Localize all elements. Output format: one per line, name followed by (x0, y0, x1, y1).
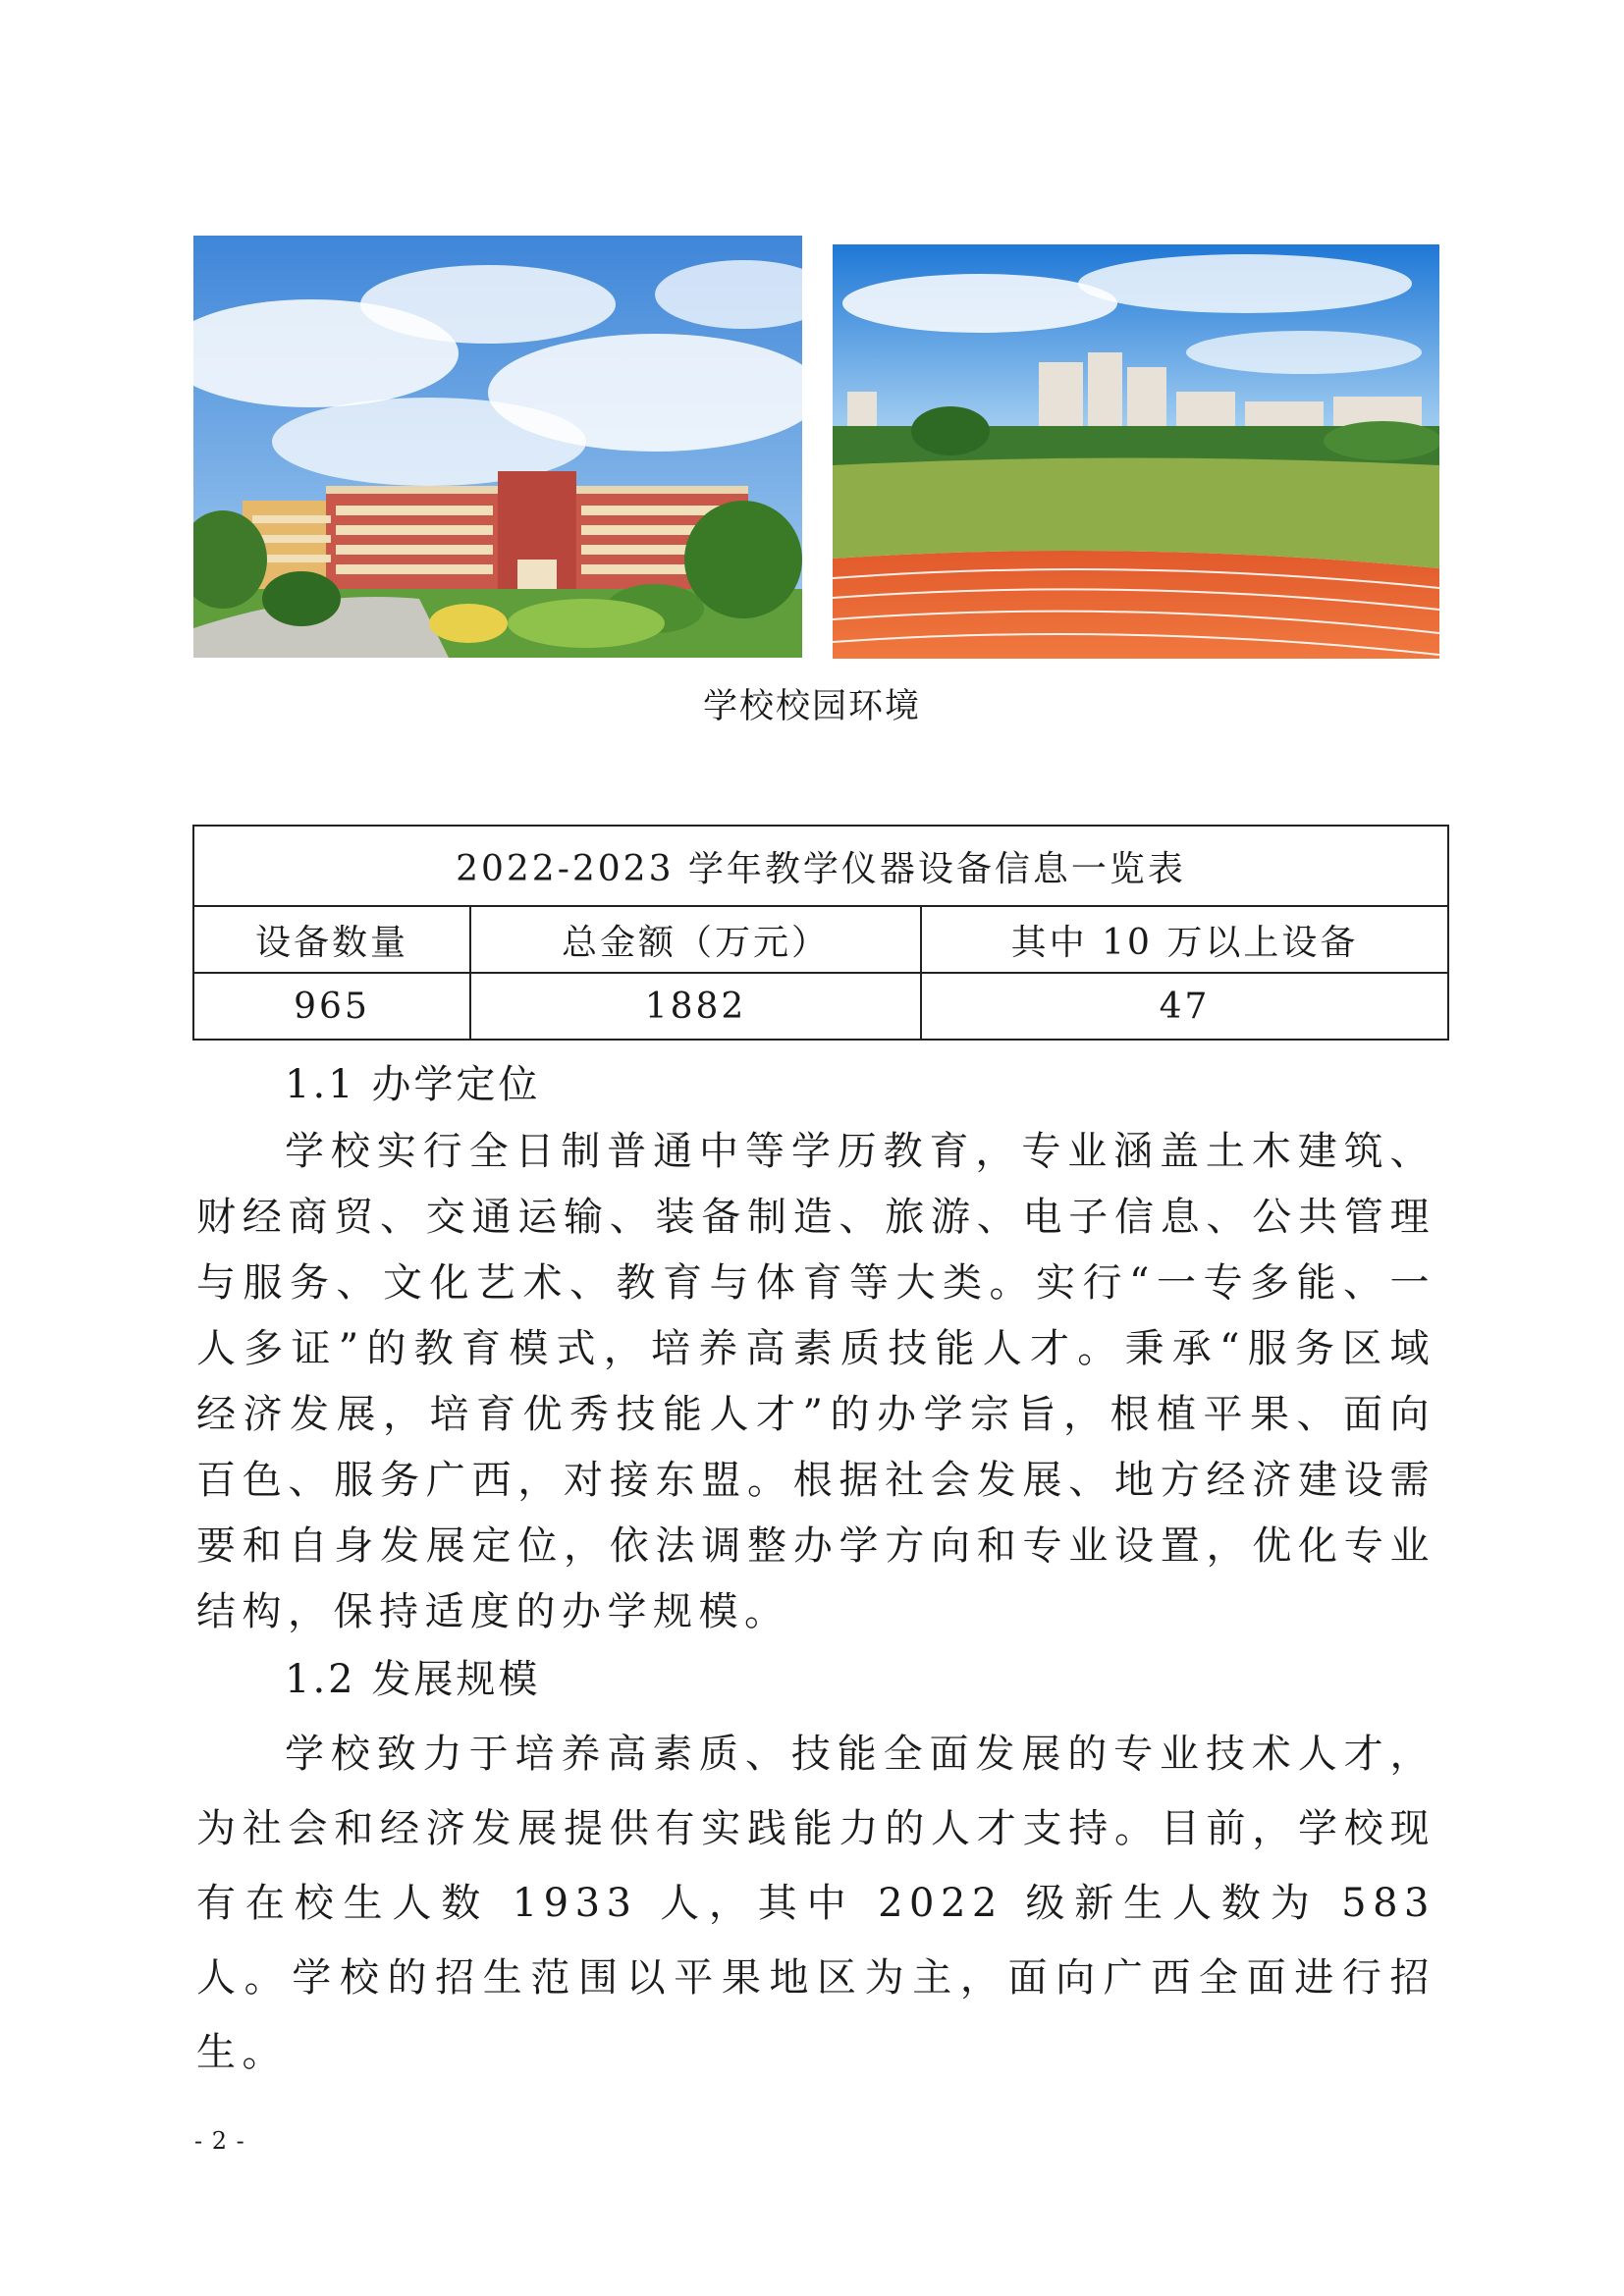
school-building-photo (193, 236, 802, 658)
table-title: 2022-2023 学年教学仪器设备信息一览表 (193, 826, 1448, 906)
value-cell-amount: 1882 (470, 973, 921, 1040)
header-cell-count: 设备数量 (193, 906, 470, 973)
section-paragraph-positioning: 学校实行全日制普通中等学历教育，专业涵盖土木建筑、财经商贸、交通运输、装备制造、旅游、电子信息、公共管理与服务、文化艺术、教育与体育等大类。实行“一专多能、一人多证”的教育模式，培养高素质技能人才。秉承“服务区域经济发展，培育优秀技能人才”的办学宗旨，根植平果、面向百色、服务广西，对接东盟。根据社会发展、地方经济建设需要和自身发展定位，依法调整办学方向和专业设置，优化专业结构，保持适度的办学规模。 (196, 1129, 1435, 1634)
header-cell-amount: 总金额（万元） (470, 906, 921, 973)
figure-caption: 学校校园环境 (702, 687, 921, 726)
equipment-table (192, 825, 1449, 1041)
value-cell-over-100k: 47 (921, 973, 1448, 1040)
sports-field-photo (833, 244, 1439, 659)
section-heading-scale: 1.2 发展规模 (285, 1657, 541, 1702)
body-content (196, 1050, 1435, 2090)
section-heading-positioning: 1.1 办学定位 (285, 1062, 541, 1107)
table-header-row (193, 906, 1448, 973)
value-cell-count: 965 (193, 973, 470, 1040)
table-row (193, 973, 1448, 1040)
section-paragraph-scale: 学校致力于培养高素质、技能全面发展的专业技术人才，为社会和经济发展提供有实践能力的人才支持。目前，学校现有在校生人数 1933 人，其中 2022 级新生人数为 583 人。学校的招生范围以平果地区为主，面向广西全面进行招生。 (196, 1732, 1435, 2075)
page-number: - 2 - (194, 2127, 245, 2155)
header-cell-over-100k: 其中 10 万以上设备 (921, 906, 1448, 973)
